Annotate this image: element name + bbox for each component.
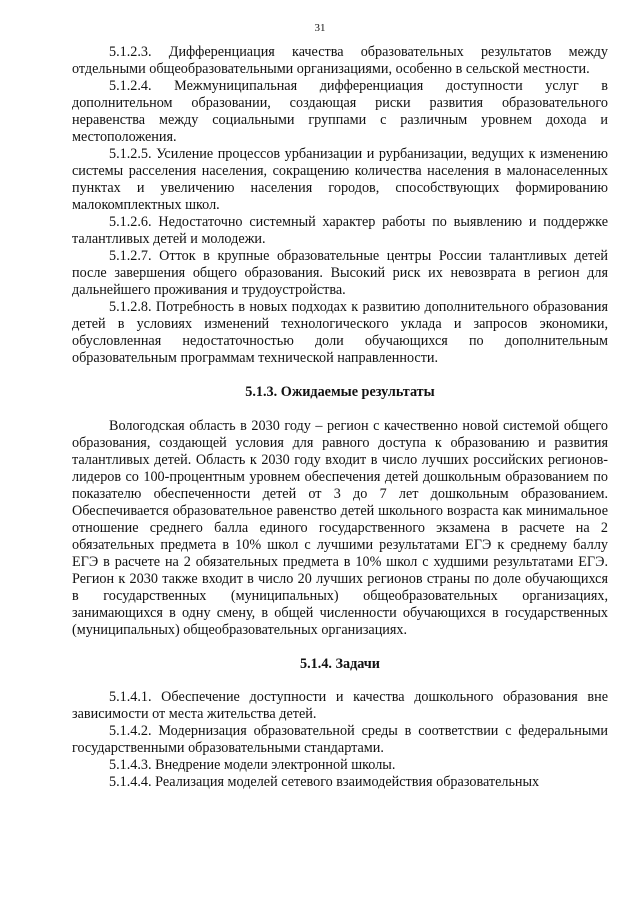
paragraph-5-1-2-5: 5.1.2.5. Усиление процессов урбанизации и рурбанизации, ведущих к изменению системы расселения населения, сокращению количества населения в малонаселенных пунктах и увеличению населения городов, способствующих формированию малокомплектных школ. <box>72 146 608 213</box>
paragraph-5-1-2-6: 5.1.2.6. Недостаточно системный характер работы по выявлению и поддержке талантливых детей и молодежи. <box>72 214 608 247</box>
page-number: 31 <box>314 22 326 34</box>
paragraph-5-1-4-2: 5.1.4.2. Модернизация образовательной среды в соответствии с федеральными государственными образовательными стандартами. <box>72 723 608 756</box>
section-heading-tasks: 5.1.4. Задачи <box>300 656 380 672</box>
paragraph-5-1-4-1: 5.1.4.1. Обеспечение доступности и качества дошкольного образования вне зависимости от места жительства детей. <box>72 689 608 722</box>
paragraph-5-1-4-3: 5.1.4.3. Внедрение модели электронной школы. <box>109 757 396 773</box>
paragraph-5-1-2-7: 5.1.2.7. Отток в крупные образовательные центры России талантливых детей после завершения общего образования. Высокий риск их невозврата в регион для дальнейшего проживания и трудоустройства. <box>72 248 608 298</box>
paragraph-5-1-2-8: 5.1.2.8. Потребность в новых подходах к развитию дополнительного образования детей в условиях изменений технологического уклада и запросов экономики, обусловленная недостаточностью доли обучающихся по дополнительным образовательным программам технической направленности. <box>72 299 608 366</box>
section-heading-expected-results: 5.1.3. Ожидаемые результаты <box>245 384 435 400</box>
paragraph-5-1-2-4: 5.1.2.4. Межмуниципальная дифференциация доступности услуг в дополнительном образовании, создающая риски развития образовательного неравенства между социальными группами с различным уровнем дохода и местоположения. <box>72 78 608 145</box>
paragraph-5-1-4-4: 5.1.4.4. Реализация моделей сетевого взаимодействия образовательных <box>109 774 540 790</box>
paragraph-expected-results: Вологодская область в 2030 году – регион с качественно новой системой общего образования, создающей условия для равного доступа к образованию и развития талантливых детей. Область к 2030 году входит в число лучших российских регионов-лидеров со 100-процентным уровнем обеспечения детей дошкольным образованием по показателю обеспеченности детей от 3 до 7 лет дошкольным образованием. Обеспечивается образовательное равенство детей школьного возраста как минимальное отношение среднего балла единого государственного экзамена в расчете на 2 обязательных предмета в 10% школ с лучшими результатами ЕГЭ к среднему баллу ЕГЭ в расчете на 2 обязательных предмета в 10% школ с худшими результатами ЕГЭ. Регион к 2030 также входит в число 20 лучших регионов страны по доле обучающихся в государственных (муниципальных) общеобразовательных организациях, занимающихся в одну смену, в общей численности обучающихся в государственных (муниципальных) общеобразовательных организациях. <box>72 418 608 638</box>
document-body <box>72 44 608 791</box>
paragraph-5-1-2-3: 5.1.2.3. Дифференциация качества образовательных результатов между отдельными общеобразовательными организациями, особенно в сельской местности. <box>72 44 608 77</box>
